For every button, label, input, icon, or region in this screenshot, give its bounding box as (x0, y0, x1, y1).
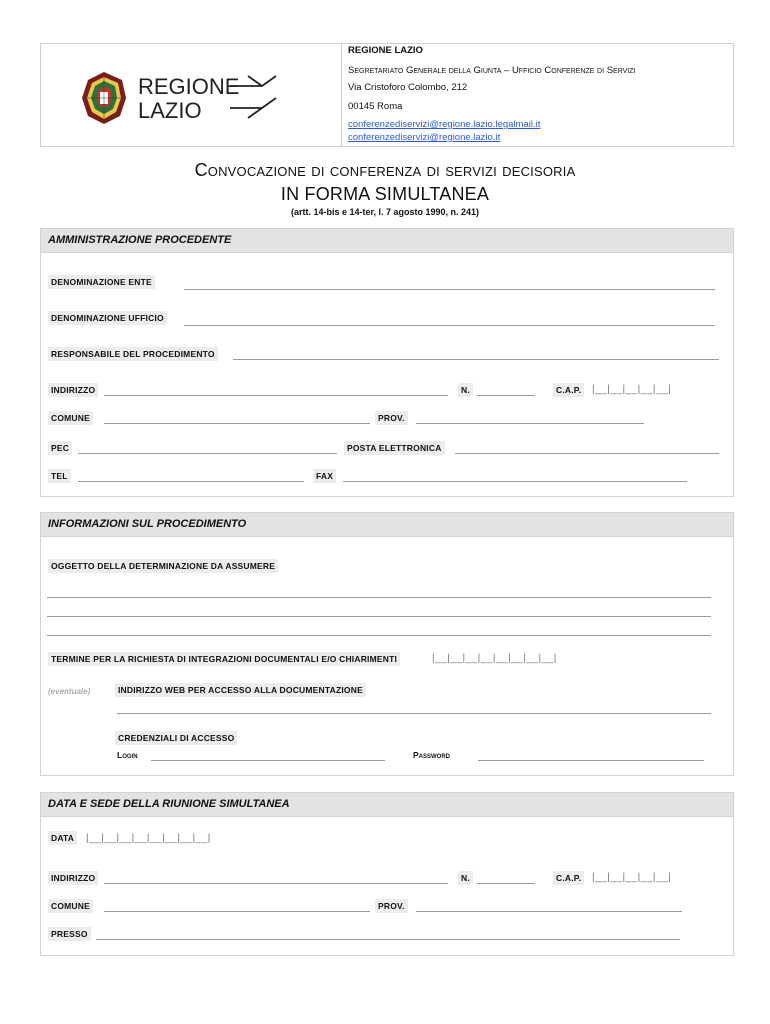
label-denominazione-ufficio: DENOMINAZIONE UFFICIO (48, 311, 167, 325)
field-cap[interactable]: |__|__|__|__|__| (592, 384, 672, 395)
field-password[interactable] (478, 760, 704, 761)
label-indirizzo-web: INDIRIZZO WEB PER ACCESSO ALLA DOCUMENTAZIONE (115, 683, 366, 697)
section-heading: AMMINISTRAZIONE PROCEDENTE (48, 234, 232, 246)
header-divider (341, 43, 342, 147)
label-fax: FAX (313, 469, 336, 483)
header-dept: Segretariato Generale della Giunta – Ufficio Conferenze di Servizi (348, 65, 636, 76)
field-indirizzo[interactable] (104, 883, 448, 884)
header-email-pec-link[interactable]: conferenzediservizi@regione.lazio.legalmail.it (348, 119, 541, 130)
label-login: Login (117, 750, 138, 760)
field-oggetto-line-3[interactable] (47, 635, 711, 636)
header-email-link[interactable]: conferenzediservizi@regione.lazio.it (348, 132, 501, 143)
label-numero: N. (458, 871, 473, 885)
label-prov: PROV. (375, 411, 408, 425)
section-header (41, 793, 733, 817)
field-indirizzo[interactable] (104, 395, 448, 396)
field-tel[interactable] (78, 481, 304, 482)
label-comune: COMUNE (48, 411, 93, 425)
field-denominazione-ufficio[interactable] (184, 325, 715, 326)
field-termine-date[interactable]: |__|__|__|__|__|__|__|__| (432, 653, 557, 664)
label-cap: C.A.P. (553, 871, 584, 885)
section-header (41, 229, 733, 253)
field-posta-elettronica[interactable] (455, 453, 719, 454)
label-cap: C.A.P. (553, 383, 584, 397)
field-data[interactable]: |__|__|__|__|__|__|__|__| (86, 833, 211, 844)
field-denominazione-ente[interactable] (184, 289, 715, 290)
header-org: REGIONE LAZIO (348, 45, 423, 56)
section-header (41, 513, 733, 537)
field-fax[interactable] (343, 481, 687, 482)
label-indirizzo: INDIRIZZO (48, 871, 98, 885)
section-amministrazione (40, 228, 734, 497)
label-tel: TEL (48, 469, 71, 483)
field-cap[interactable]: |__|__|__|__|__| (592, 872, 672, 883)
field-comune[interactable] (104, 423, 370, 424)
header-address: Via Cristoforo Colombo, 212 (348, 82, 468, 93)
logo-line1: REGIONE (138, 74, 240, 99)
section-informazioni (40, 512, 734, 776)
label-comune: COMUNE (48, 899, 93, 913)
label-eventuale: (eventuale) (48, 687, 91, 696)
label-password: Password (413, 750, 451, 760)
field-prov[interactable] (416, 423, 644, 424)
section-heading: DATA E SEDE DELLA RIUNIONE SIMULTANEA (48, 798, 290, 810)
field-oggetto-line-2[interactable] (47, 616, 711, 617)
field-indirizzo-web[interactable] (117, 713, 711, 714)
field-presso[interactable] (96, 939, 680, 940)
section-heading: INFORMAZIONI SUL PROCEDIMENTO (48, 518, 247, 530)
label-prov: PROV. (375, 899, 408, 913)
label-termine: TERMINE PER LA RICHIESTA DI INTEGRAZIONI DOCUMENTALI E/O CHIARIMENTI (48, 652, 400, 666)
logo-line2: LAZIO (138, 98, 202, 123)
label-pec: PEC (48, 441, 72, 455)
label-data: DATA (48, 831, 77, 845)
field-responsabile[interactable] (233, 359, 719, 360)
label-numero: N. (458, 383, 473, 397)
label-posta-elettronica: POSTA ELETTRONICA (344, 441, 445, 455)
field-comune[interactable] (104, 911, 370, 912)
label-denominazione-ente: DENOMINAZIONE ENTE (48, 275, 155, 289)
field-login[interactable] (151, 760, 385, 761)
doc-subtitle: (artt. 14-bis e 14-ter, l. 7 agosto 1990, n. 241) (290, 207, 480, 217)
label-responsabile: RESPONSABILE DEL PROCEDIMENTO (48, 347, 218, 361)
field-oggetto-line-1[interactable] (47, 597, 711, 598)
field-prov[interactable] (416, 911, 682, 912)
field-numero[interactable] (477, 395, 535, 396)
field-numero[interactable] (477, 883, 535, 884)
doc-title-line2: IN FORMA SIMULTANEA (280, 184, 490, 204)
header-city: 00145 Roma (348, 101, 403, 112)
label-oggetto: OGGETTO DELLA DETERMINAZIONE DA ASSUMERE (48, 559, 278, 573)
section-data-sede (40, 792, 734, 956)
doc-title-line1: Convocazione di conferenza di servizi decisoria (194, 160, 576, 180)
label-presso: PRESSO (48, 927, 91, 941)
label-credenziali: CREDENZIALI DI ACCESSO (115, 731, 237, 745)
regione-lazio-logo-icon (80, 70, 280, 126)
label-indirizzo: INDIRIZZO (48, 383, 98, 397)
field-pec[interactable] (78, 453, 337, 454)
